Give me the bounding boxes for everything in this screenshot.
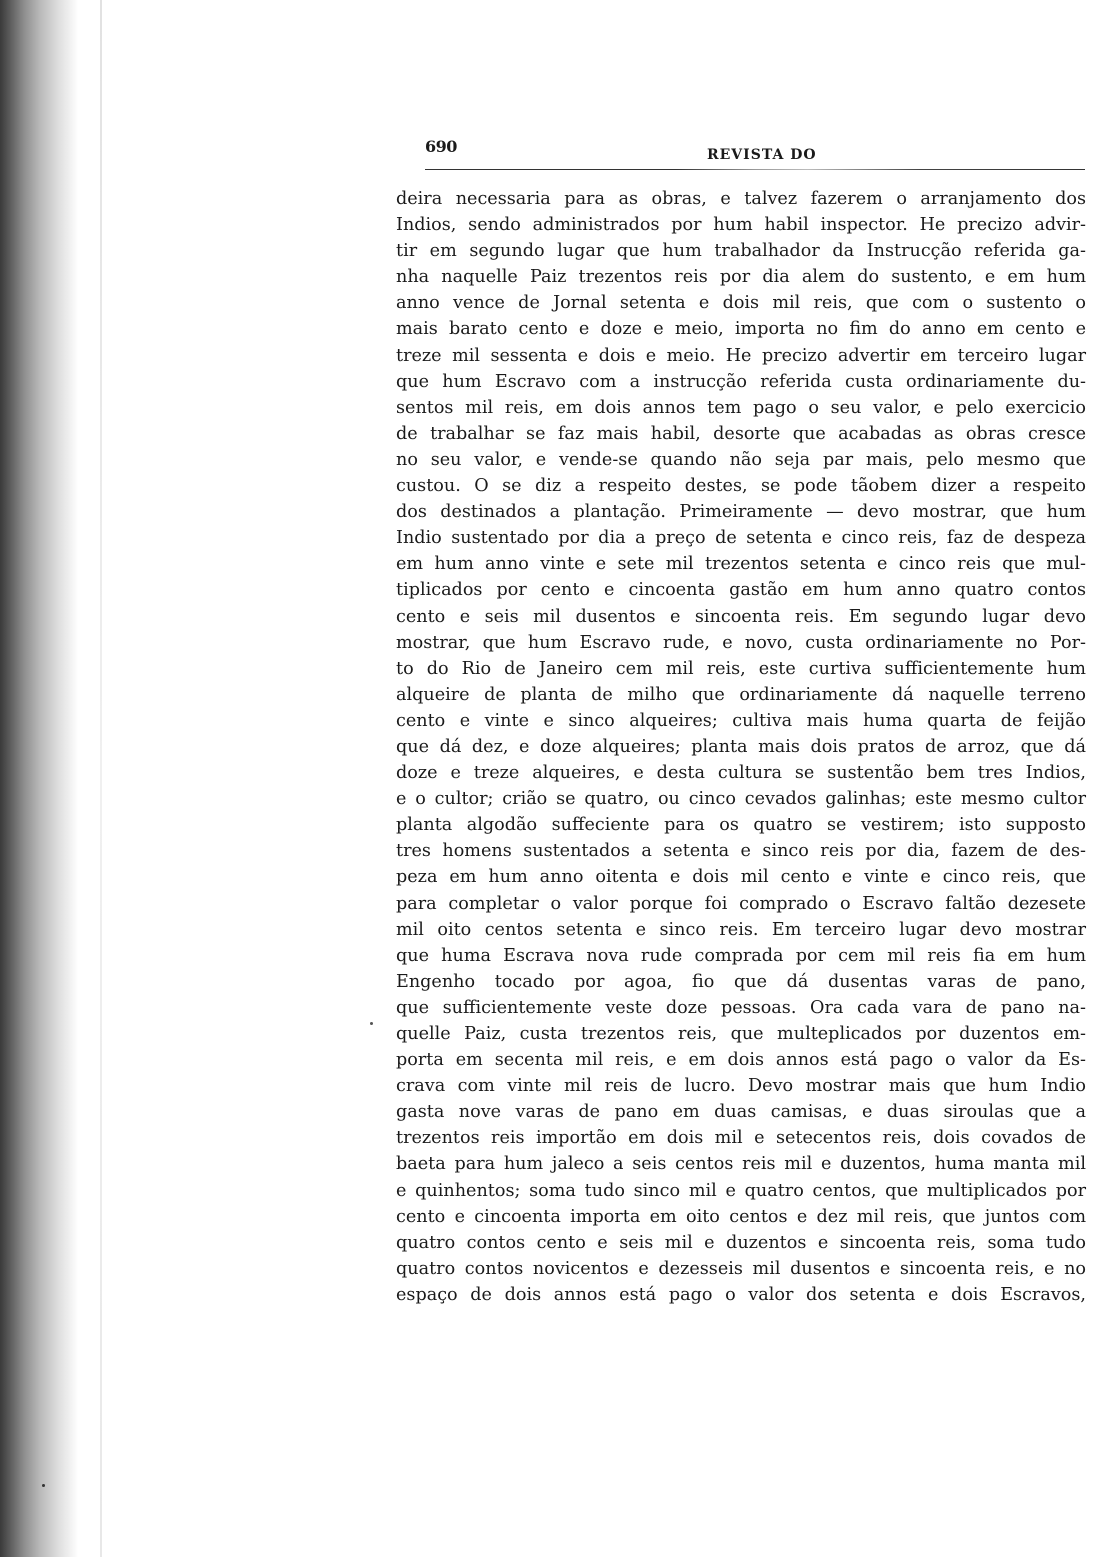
text-line: crava com vinte mil reis de lucro. Devo mostrar mais que hum Indio: [396, 1076, 1086, 1097]
text-line: de trabalhar se faz mais habil, desorte que acabadas as obras cresce: [396, 423, 1086, 444]
text-line: e o cultor; crião se quatro, ou cinco cevados galinhas; este mesmo cultor: [396, 789, 1086, 810]
text-line: mais barato cento e doze e meio, importa no fim do anno em cento e: [396, 319, 1086, 340]
text-line: cento e vinte e sinco alqueires; cultiva mais huma quarta de feijão: [396, 710, 1086, 731]
scan-speck: [42, 1484, 45, 1487]
text-line: sentos mil reis, em dois annos tem pago o seu valor, e pelo exercicio: [396, 397, 1086, 418]
text-line: que dá dez, e doze alqueires; planta mais dois pratos de arroz, que dá: [396, 736, 1086, 757]
text-line: porta em secenta mil reis, e em dois annos está pago o valor da Es-: [396, 1050, 1086, 1071]
text-line: trezentos reis importão em dois mil e setecentos reis, dois covados de: [396, 1128, 1086, 1149]
text-line: para completar o valor porque foi comprado o Escravo faltão dezesete: [396, 893, 1086, 914]
text-line: tiplicados por cento e cincoenta gastão em hum anno quatro contos: [396, 580, 1086, 601]
text-line: Indio sustentado por dia a preço de setenta e cinco reis, faz de despeza: [396, 528, 1086, 549]
header-rule: [425, 169, 1085, 170]
text-line: to do Rio de Janeiro cem mil reis, este curtiva sufficientemente hum: [396, 658, 1086, 679]
text-line: no seu valor, e vende-se quando não seja par mais, pelo mesmo que: [396, 449, 1086, 470]
text-line: que hum Escravo com a instrucção referida custa ordinariamente du-: [396, 371, 1086, 392]
running-head: REVISTA DO: [707, 147, 817, 163]
page-edge-line: [100, 0, 102, 1557]
text-line: tres homens sustentados a setenta e sinco reis por dia, fazem de des-: [396, 841, 1086, 862]
text-line: e quinhentos; soma tudo sinco mil e quatro centos, que multiplicados por: [396, 1180, 1086, 1201]
text-line: mostrar, que hum Escravo rude, e novo, custa ordinariamente no Por-: [396, 632, 1086, 653]
page-header: [425, 133, 1085, 173]
text-line: quelle Paiz, custa trezentos reis, que multeplicados por duzentos em-: [396, 1024, 1086, 1044]
binding-shadow: [0, 0, 78, 1557]
text-line: cento e seis mil dusentos e sincoenta reis. Em segundo lugar devo: [396, 606, 1086, 627]
text-line: planta algodão suffeciente para os quatro se vestirem; isto supposto: [396, 815, 1086, 836]
body-text: [396, 186, 1086, 1308]
text-line: baeta para hum jaleco a seis centos reis mil e duzentos, huma manta mil: [396, 1154, 1086, 1175]
text-line: em hum anno vinte e sete mil trezentos setenta e cinco reis que mul-: [396, 554, 1086, 575]
text-line: que huma Escrava nova rude comprada por cem mil reis fia em hum: [396, 945, 1086, 966]
text-line: tir em segundo lugar que hum trabalhador da Instrucção referida ga-: [396, 241, 1086, 262]
text-line: Engenho tocado por agoa, fio que dá dusentas varas de pano,: [396, 971, 1086, 992]
text-line: peza em hum anno oitenta e dois mil cento e vinte e cinco reis, que: [396, 867, 1086, 888]
text-line: cento e cincoenta importa em oito centos e dez mil reis, que juntos com: [396, 1206, 1086, 1227]
text-line: quatro contos novicentos e dezesseis mil dusentos e sincoenta reis, e no: [396, 1258, 1086, 1279]
scan-speck: [370, 1022, 373, 1025]
text-line: quatro contos cento e seis mil e duzentos e sincoenta reis, soma tudo: [396, 1232, 1086, 1253]
text-line: deira necessaria para as obras, e talvez fazerem o arranjamento dos: [396, 189, 1086, 209]
text-line: espaço de dois annos está pago o valor dos setenta e dois Escravos,: [396, 1284, 1086, 1305]
text-line: nha naquelle Paiz trezentos reis por dia alem do sustento, e em hum: [396, 267, 1086, 288]
text-line: dos destinados a plantação. Primeiramente — devo mostrar, que hum: [396, 502, 1086, 523]
text-line: mil oito centos setenta e sinco reis. Em terceiro lugar devo mostrar: [396, 919, 1086, 940]
page-number: 690: [425, 137, 457, 156]
text-line: doze e treze alqueires, e desta cultura se sustentão bem tres Indios,: [396, 763, 1086, 784]
text-line: que sufficientemente veste doze pessoas. Ora cada vara de pano na-: [396, 997, 1086, 1018]
text-line: anno vence de Jornal setenta e dois mil reis, que com o sustento o: [396, 293, 1086, 314]
text-line: alqueire de planta de milho que ordinariamente dá naquelle terreno: [396, 684, 1086, 705]
text-line: custou. O se diz a respeito destes, se pode tãobem dizer a respeito: [396, 476, 1086, 497]
text-line: gasta nove varas de pano em duas camisas, e duas siroulas que a: [396, 1102, 1086, 1123]
text-line: treze mil sessenta e dois e meio. He precizo advertir em terceiro lugar: [396, 345, 1086, 366]
text-line: Indios, sendo administrados por hum habil inspector. He precizo advir-: [396, 215, 1086, 236]
